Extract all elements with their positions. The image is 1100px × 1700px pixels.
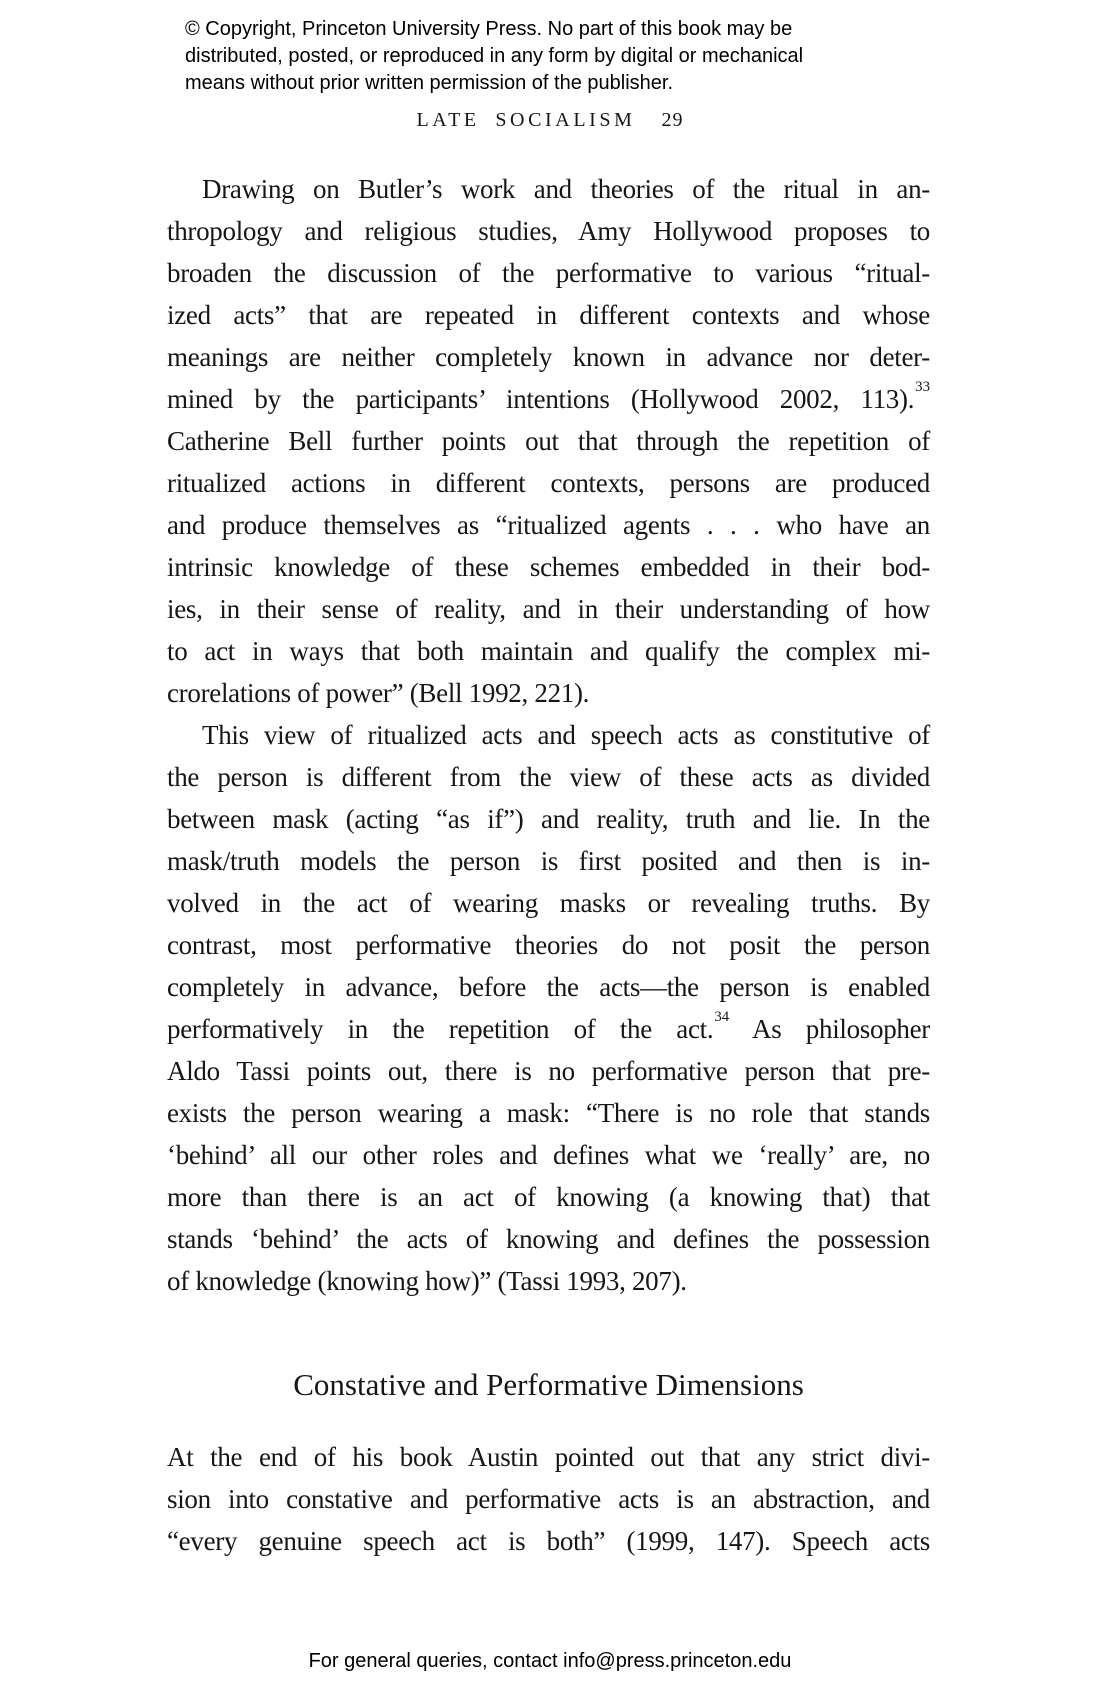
- footnote-reference: 34: [714, 1008, 730, 1025]
- text-line: Catherine Bell further points out that through the repetition of: [167, 426, 930, 456]
- text-line: intrinsic knowledge of these schemes embedded in their bod-: [167, 552, 930, 582]
- text-line: means without prior written permission of the publisher.: [185, 72, 674, 94]
- text-line: ritualized actions in different contexts, persons are produced: [167, 468, 930, 498]
- text-line: distributed, posted, or reproduced in any form by digital or mechanical: [185, 45, 804, 67]
- text-line: the person is different from the view of these acts as divided: [167, 762, 930, 792]
- text-line: contrast, most performative theories do not posit the person: [167, 930, 930, 960]
- text-line: volved in the act of wearing masks or revealing truths. By: [167, 888, 930, 918]
- paragraph-drawing-on-butler: [167, 168, 930, 714]
- text-line: to act in ways that both maintain and qualify the complex mi-: [167, 636, 930, 666]
- text-line: thropology and religious studies, Amy Hollywood proposes to: [167, 216, 930, 246]
- text-line: ies, in their sense of reality, and in their understanding of how: [167, 594, 930, 624]
- text-line: © Copyright, Princeton University Press. No part of this book may be: [185, 18, 793, 40]
- text-line: At the end of his book Austin pointed out that any strict divi-: [167, 1442, 930, 1472]
- text-line: sion into constative and performative acts is an abstraction, and: [167, 1484, 930, 1514]
- text-line: of knowledge (knowing how)” (Tassi 1993, 207).: [167, 1266, 687, 1296]
- text-line: Drawing on Butler’s work and theories of the ritual in an-: [202, 174, 930, 204]
- text-line: more than there is an act of knowing (a knowing that) that: [167, 1182, 930, 1212]
- text-block: [167, 168, 930, 1562]
- text-line: This view of ritualized acts and speech acts as constitutive of: [202, 720, 930, 750]
- text-line: crorelations of power” (Bell 1992, 221).: [167, 678, 590, 708]
- text-line: ‘behind’ all our other roles and defines what we ‘really’ are, no: [167, 1140, 930, 1170]
- section-heading: Constative and Performative Dimensions: [293, 1367, 804, 1402]
- text-line: exists the person wearing a mask: “There is no role that stands: [167, 1098, 930, 1128]
- paragraph-view-of-ritualized-acts: [167, 714, 930, 1302]
- text-line: mined by the participants’ intentions (Hollywood 2002, 113).$^{33}$: [167, 378, 930, 414]
- text-line: stands ‘behind’ the acts of knowing and defines the possession: [167, 1224, 930, 1254]
- text-line: and produce themselves as “ritualized agents . . . who have an: [167, 510, 930, 540]
- text-line: completely in advance, before the acts—the person is enabled: [167, 972, 930, 1002]
- text-line: performatively in the repetition of the act.$^{34}$ As philosopher: [167, 1008, 930, 1044]
- text-line: broaden the discussion of the performative to various “ritual-: [167, 258, 930, 288]
- page-footer: [0, 1648, 1100, 1675]
- text-line: ized acts” that are repeated in different contexts and whose: [167, 300, 930, 330]
- text-line: between mask (acting “as if”) and reality, truth and lie. In the: [167, 804, 930, 834]
- text-line: Aldo Tassi points out, there is no performative person that pre-: [167, 1056, 930, 1086]
- footer-contact-text: For general queries, contact info@press.princeton.edu: [308, 1650, 792, 1672]
- footnote-reference: 33: [915, 378, 930, 395]
- text-line: “every genuine speech act is both” (1999, 147). Speech acts: [167, 1526, 930, 1556]
- paragraph-austin-constative: [167, 1436, 930, 1562]
- text-line: mask/truth models the person is first posited and then is in-: [167, 846, 930, 876]
- page-number: 29: [661, 109, 684, 131]
- text-line: meanings are neither completely known in advance nor deter-: [167, 342, 930, 372]
- running-head-title: LATE SOCIALISM: [416, 109, 636, 131]
- running-head: [0, 106, 1100, 134]
- copyright-notice: [185, 16, 865, 97]
